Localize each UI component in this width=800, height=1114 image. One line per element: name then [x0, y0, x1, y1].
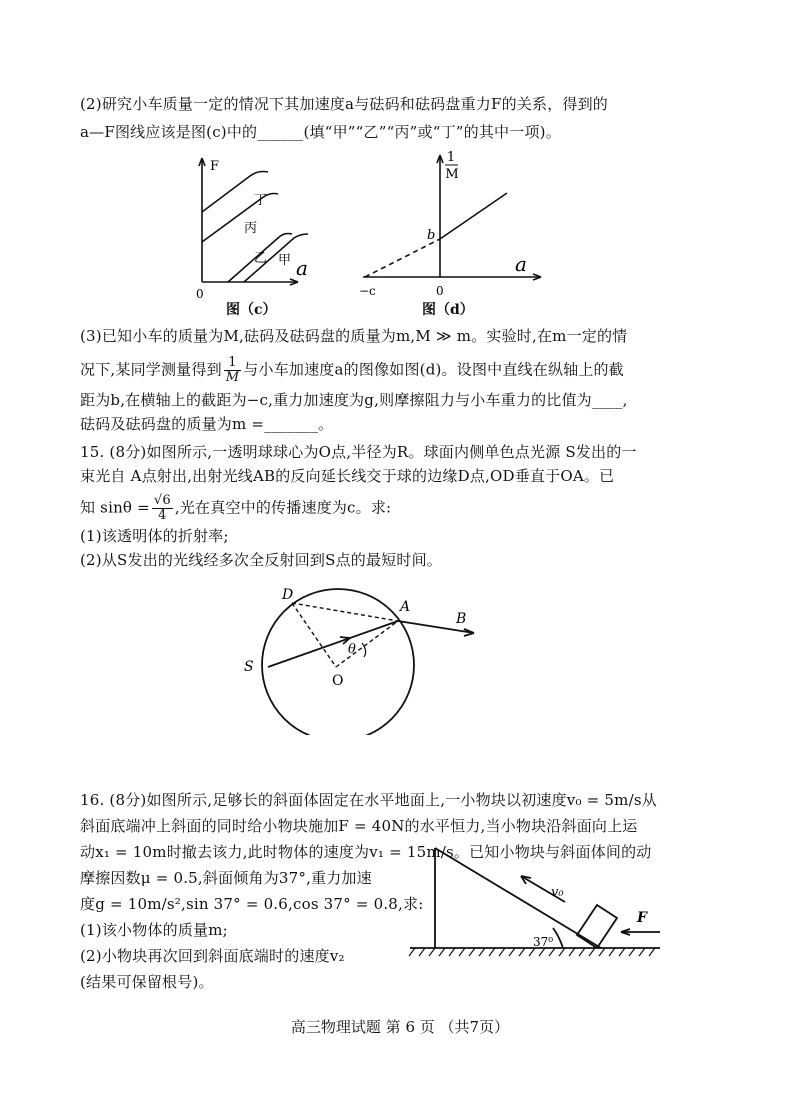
label-D: D — [282, 587, 294, 603]
dashed-DA — [292, 603, 398, 621]
fig-d-caption: 图（d） — [422, 302, 474, 318]
fig-d-origin: 0 — [436, 284, 444, 298]
q14-part2-line2: a—F图线应该是图(c)中的______(填“甲”“乙”“丙”或“丁”的其中一项)。 — [80, 123, 561, 141]
figure-c — [180, 150, 330, 320]
angle-arc — [553, 928, 563, 948]
label-v0: v₀ — [551, 885, 564, 900]
q14-part2-line1: (2)研究小车质量一定的情况下其加速度a与砝码和砝码盘重力F的关系，得到的 — [80, 95, 609, 113]
figure-sphere — [230, 585, 500, 735]
fig-c-origin: 0 — [196, 287, 204, 301]
figure-d — [355, 145, 555, 320]
label-angle: 37⁰ — [533, 935, 554, 949]
label-O: O — [332, 673, 344, 689]
fraction-1-over-M: $\frac{1}{M}$ — [225, 355, 240, 385]
q14-part3-line2: 况下,某同学测量得到 $\frac{1}{M}$ 与小车加速度a的图像如图(d)。设图中直线在纵轴上的截 — [80, 355, 624, 385]
fig-d-intercept-c: −c — [359, 284, 376, 298]
q16-line1: 16. (8分)如图所示,足够长的斜面体固定在水平地面上,一小物块以初速度v₀ = 5m/s从 — [80, 791, 657, 809]
q15-line4: (1)该透明体的折射率; — [80, 527, 229, 545]
fig-d-y-den: M — [445, 167, 459, 182]
label-jia: 甲 — [278, 253, 292, 268]
incline-slope — [435, 848, 601, 948]
q15-line2: 束光自 A点射出,出射光线AB的反向延长线交于球的边缘D点,OD垂直于OA。已 — [80, 467, 615, 485]
fig-c-y-label: F — [210, 159, 220, 174]
q16-line4: 摩擦因数μ = 0.5,斜面倾角为37°,重力加速 — [80, 869, 372, 887]
dashed-OA — [336, 621, 398, 667]
label-B: B — [456, 611, 467, 627]
q16-line2: 斜面底端冲上斜面的同时给小物块施加F = 40N的水平恒力,当小物块沿斜面向上运 — [80, 817, 638, 835]
q15-line1: 15. (8分)如图所示,一透明球球心为O点,半径为R。球面内侧单色点光源 S发出的一 — [80, 443, 637, 461]
label-theta: θ — [348, 642, 356, 657]
q14-part3-line4: 砝码及砝码盘的质量为m =_______。 — [80, 415, 334, 433]
q16-line6: (1)该小物体的质量m; — [80, 921, 228, 939]
dashed-DO — [292, 603, 336, 667]
q14-part3-line1: (3)已知小车的质量为M,砝码及砝码盘的质量为m,M ≫ m。实验时,在m一定的情 — [80, 327, 628, 345]
label-bing: 丙 — [244, 221, 258, 236]
fig-c-caption: 图（c） — [226, 302, 277, 318]
fig-d-x-label: a — [515, 252, 527, 276]
q15-line3: 知 sinθ = $\frac{√6}{4}$ ,光在真空中的传播速度为c。求: — [80, 493, 392, 523]
q16-line7: (2)小物块再次回到斜面底端时的速度v₂ — [80, 947, 345, 965]
q16-line3: 动x₁ = 10m时撤去该力,此时物体的速度为v₁ = 15m/s。已知小物块与斜面体间的动 — [80, 843, 652, 861]
fig-c-x-label: a — [296, 256, 308, 280]
label-yi: 乙 — [254, 251, 268, 266]
fig-d-intercept-b: b — [427, 228, 436, 243]
label-ding: 丁 — [254, 193, 268, 208]
figure-incline — [405, 838, 670, 970]
label-F: F — [637, 910, 647, 926]
block — [577, 905, 617, 948]
fig-d-dashed-extension — [365, 239, 440, 277]
q15-line5: (2)从S发出的光线经多次全反射回到S点的最短时间。 — [80, 551, 443, 569]
label-S: S — [244, 659, 254, 675]
label-A: A — [400, 599, 411, 615]
q16-line8: (结果可保留根号)。 — [80, 973, 214, 991]
ray-SA — [268, 621, 398, 667]
fig-d-y-num: 1 — [446, 150, 456, 165]
ground-hatching — [409, 948, 655, 956]
fraction-sqrt6-over-4: $\frac{√6}{4}$ — [153, 493, 171, 523]
fig-d-line — [440, 193, 507, 239]
q14-part3-line3: 距为b,在横轴上的截距为−c,重力加速度为g,则摩擦阻力与小车重力的比值为____, — [80, 391, 628, 409]
q16-line5: 度g = 10m/s²,sin 37° = 0.6,cos 37° = 0.8,求: — [80, 895, 424, 913]
page-footer: 高三物理试题 第 6 页 （共7页） — [290, 1018, 510, 1036]
